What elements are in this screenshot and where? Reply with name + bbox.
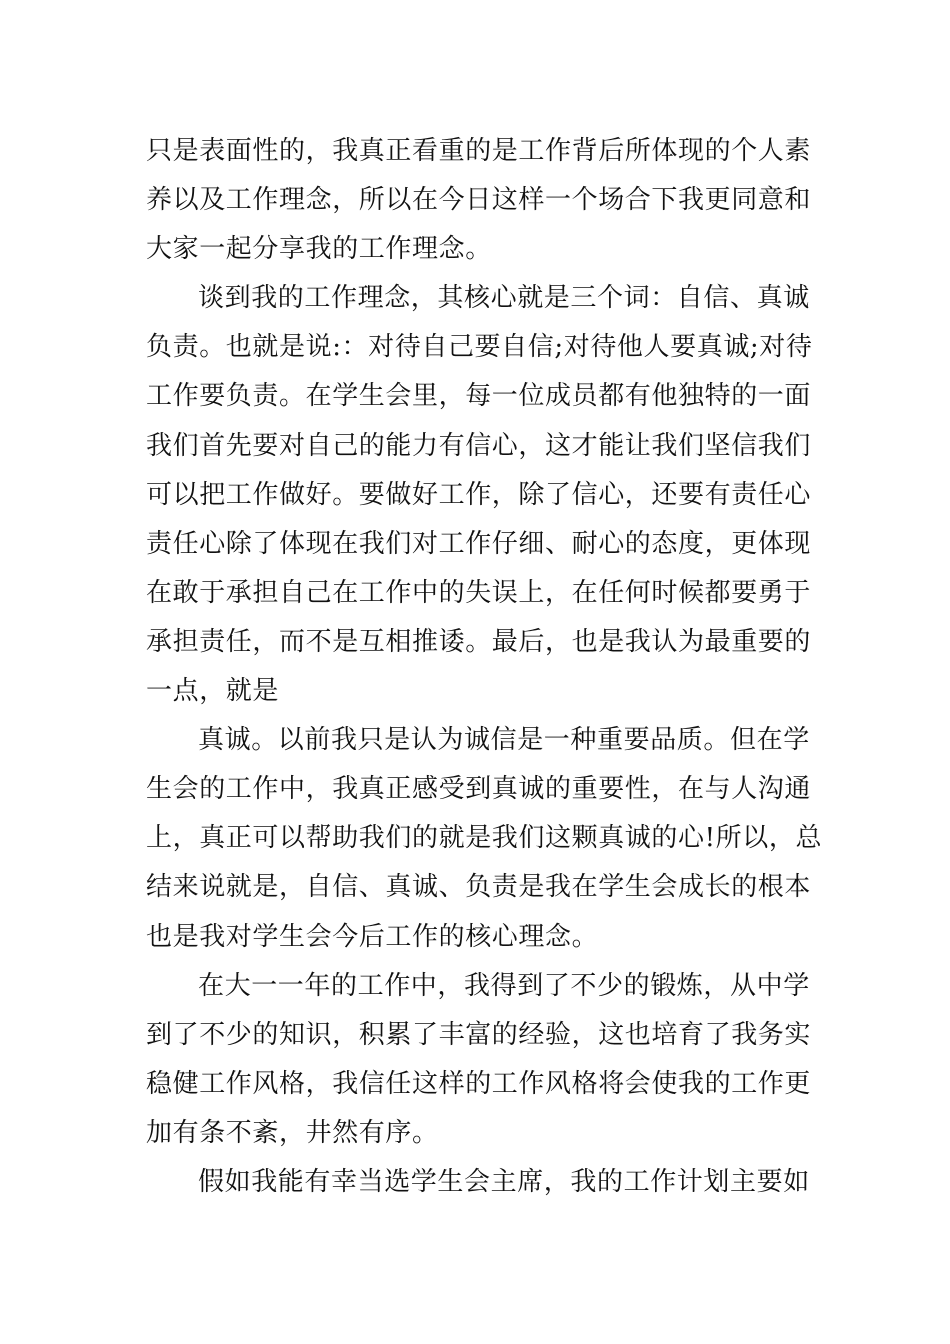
text-line: 养以及工作理念，所以在今日这样一个场合下我更同意和 [146,185,812,216]
text-line: 责任心除了体现在我们对工作仔细、耐心的态度，更体现 [146,528,812,559]
text-line: 生会的工作中，我真正感受到真诚的重要性，在与人沟通 [146,774,812,805]
text-line: 在敢于承担自己在工作中的失误上，在任何时候都要勇于 [146,577,812,608]
text-line: 可以把工作做好。要做好工作，除了信心，还要有责任心 [146,479,812,510]
text-line: 负责。也就是说:：对待自己要自信;对待他人要真诚;对待 [146,332,813,363]
text-line: 上，真正可以帮助我们的就是我们这颗真诚的心!所以，总 [146,823,823,854]
text-line: 也是我对学生会今后工作的核心理念。 [146,921,599,952]
text-line: 加有条不紊，井然有序。 [146,1117,439,1148]
body-text [146,130,823,1210]
text-line: 承担责任，而不是互相推诿。最后，也是我认为最重要的 [146,626,812,657]
paragraph-first-line: 谈到我的工作理念，其核心就是三个词：自信、真诚 [198,283,810,314]
text-line: 稳健工作风格，我信任这样的工作风格将会使我的工作更 [146,1068,812,1099]
paragraph-first-line: 真诚。以前我只是认为诚信是一种重要品质。但在学 [198,725,810,756]
paragraph-first-line: 在大一一年的工作中，我得到了不少的锻炼，从中学 [198,970,810,1001]
text-line: 到了不少的知识，积累了丰富的经验，这也培育了我务实 [146,1019,812,1050]
text-line: 我们首先要对自己的能力有信心，这才能让我们坚信我们 [146,430,812,461]
text-line: 结来说就是，自信、真诚、负责是我在学生会成长的根本 [146,872,812,903]
text-line: 一点，就是 [146,676,280,707]
paragraph-first-line: 假如我能有幸当选学生会主席，我的工作计划主要如 [198,1166,810,1197]
text-line: 大家一起分享我的工作理念。 [146,234,492,265]
text-line: 工作要负责。在学生会里，每一位成员都有他独特的一面 [146,381,812,412]
text-line: 只是表面性的，我真正看重的是工作背后所体现的个人素 [146,136,812,166]
